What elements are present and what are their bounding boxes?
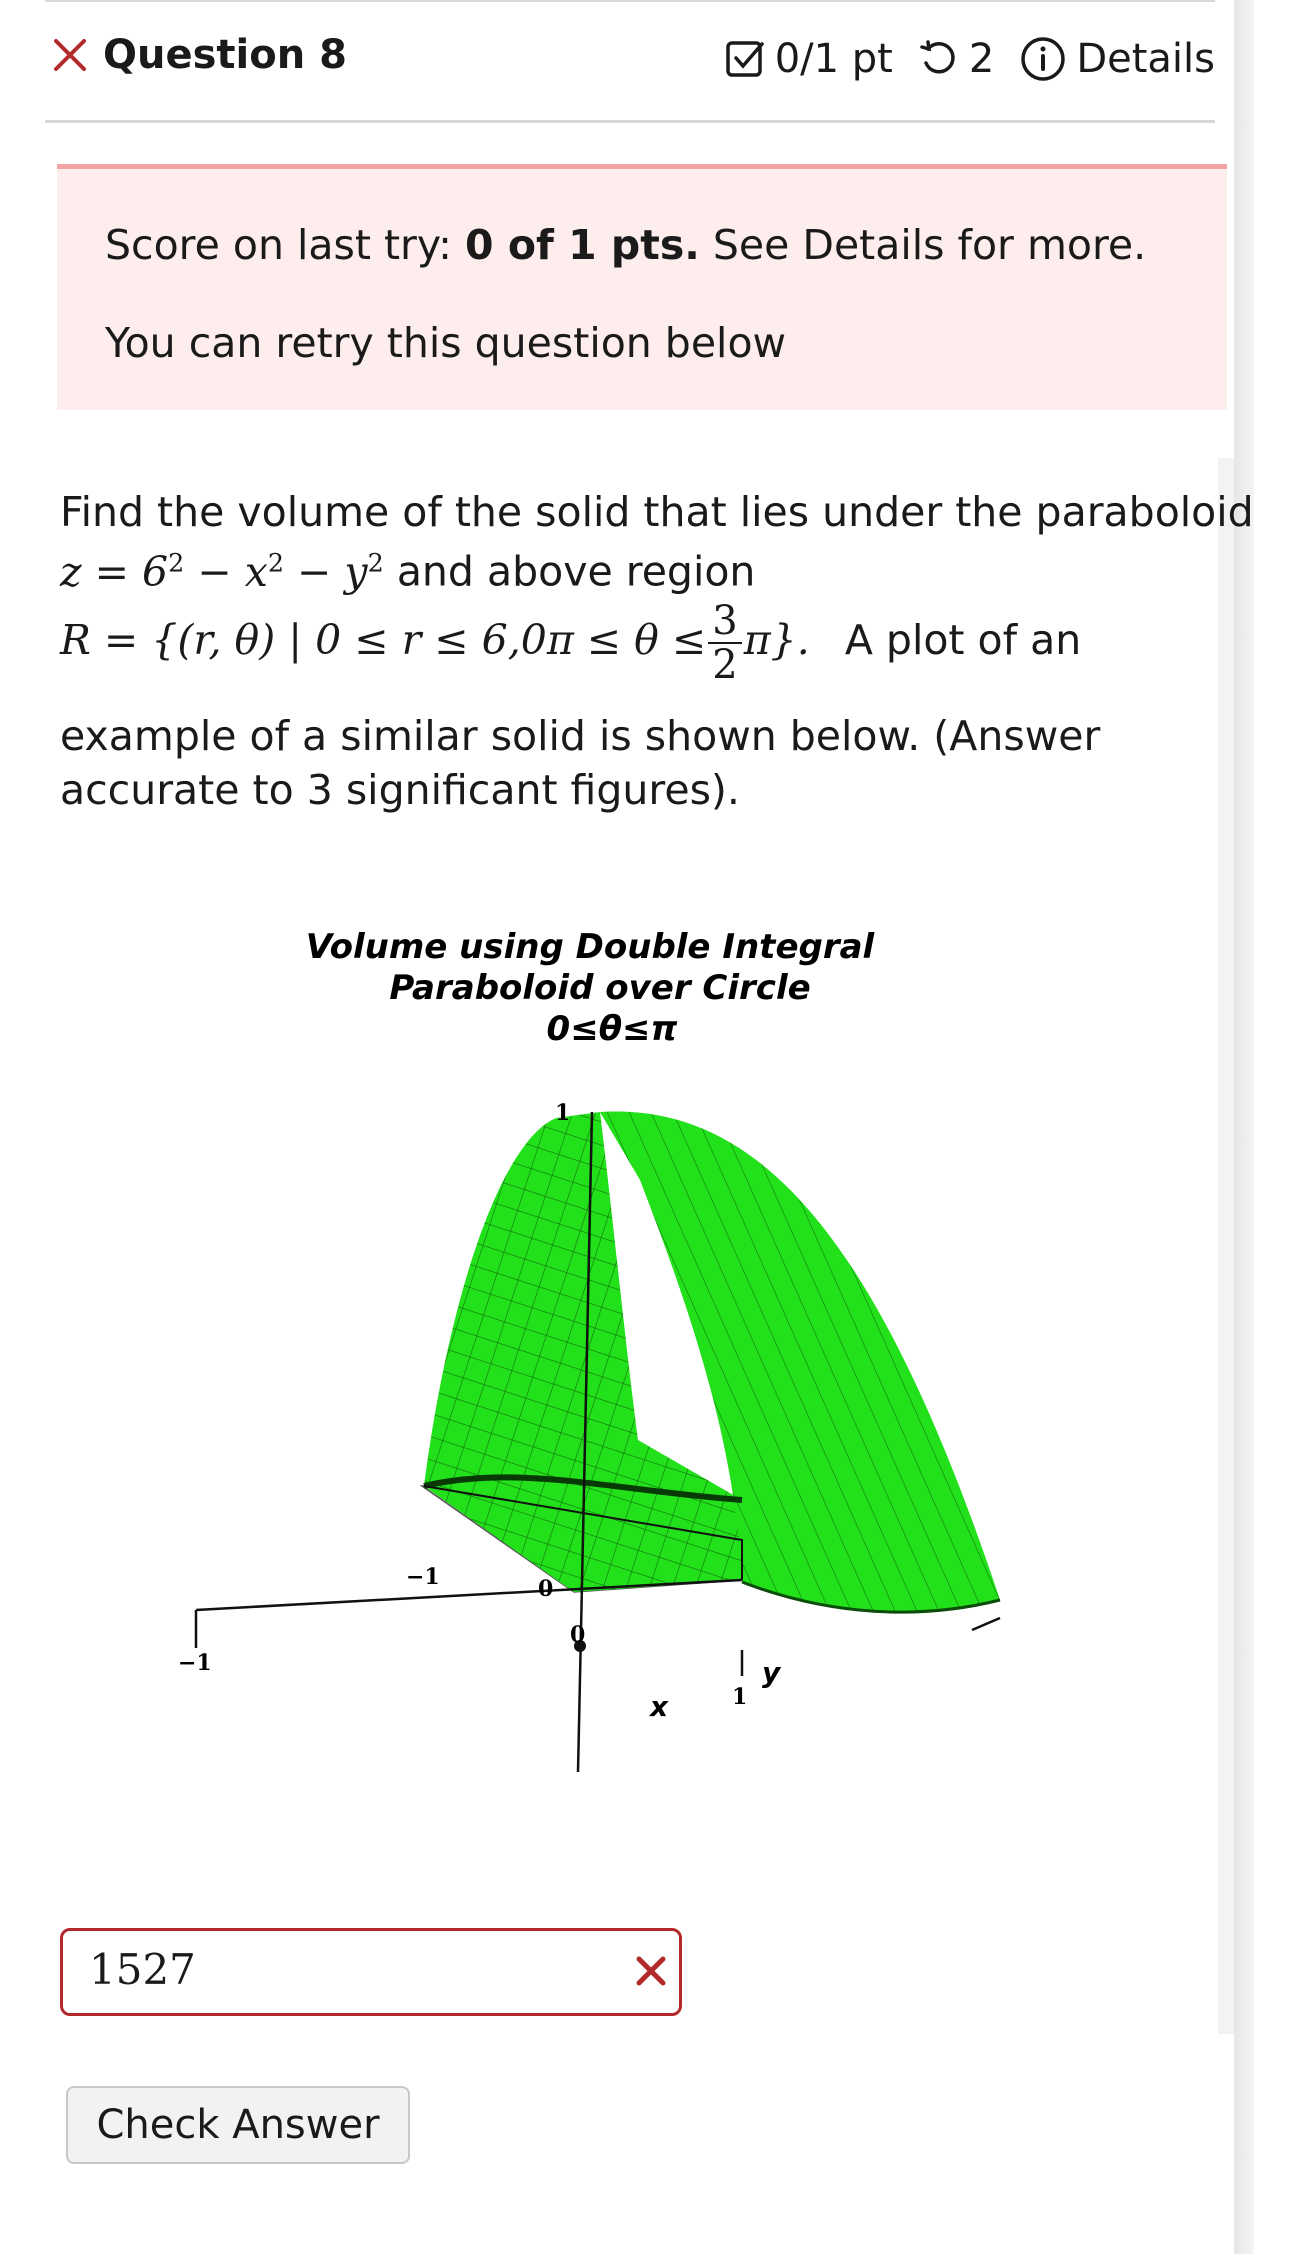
question-equation	[60, 547, 755, 596]
details-button[interactable]	[1020, 36, 1215, 82]
tick-zero-x: 0	[538, 1576, 554, 1602]
retry-icon	[919, 39, 959, 79]
info-icon	[1020, 36, 1066, 82]
region-definition	[60, 600, 1081, 686]
fraction-three-halves: $\frac{3}{2}$	[708, 600, 741, 686]
incorrect-mark-icon	[633, 1953, 669, 1989]
answer-input[interactable]	[60, 1928, 682, 2016]
check-answer-button[interactable]: Check Answer	[66, 2086, 410, 2164]
score-text: 0/1 pt	[774, 36, 893, 82]
tick-one-y: 1	[732, 1684, 748, 1710]
plot-title-2: Paraboloid over Circle	[389, 968, 811, 1008]
plot-title-3: 0≤θ≤π	[546, 1009, 678, 1049]
attempts-indicator	[919, 36, 994, 82]
solid-plot	[0, 880, 1230, 1800]
axis-label-x: x	[650, 1690, 669, 1723]
checkbox-icon	[725, 39, 765, 79]
incorrect-icon	[53, 38, 87, 72]
details-label[interactable]: Details	[1076, 36, 1215, 82]
retry-message: You can retry this question below	[105, 319, 787, 367]
tick-one-z: 1	[555, 1100, 571, 1126]
axis-label-y: y	[762, 1656, 781, 1689]
question-line-1: Find the volume of the solid that lies under the paraboloid	[60, 488, 1254, 536]
region-set: R = {(r, θ) | 0 ≤ r ≤ 6,0π ≤ θ ≤ $\frac{3}{2}$ π}.	[60, 598, 810, 688]
scrollbar-rail[interactable]	[1234, 0, 1254, 2254]
tick-neg1-mid: −1	[406, 1564, 440, 1590]
attempts-count: 2	[968, 36, 995, 82]
question-label: Question 8	[103, 32, 347, 78]
and-above-text: and above region	[396, 547, 756, 596]
tick-neg1-left: −1	[178, 1650, 212, 1676]
answer-value[interactable]: 1527	[89, 1945, 196, 1994]
x-axis	[196, 1580, 742, 1610]
plot-intro-text: A plot of an	[844, 615, 1082, 664]
score-indicator	[725, 36, 893, 82]
score-last-try: Score on last try: 0 of 1 pts. See Details for more.	[105, 221, 1147, 269]
tick-zero-z: 0	[570, 1622, 586, 1648]
question-header	[45, 0, 1215, 123]
paraboloid-equation: $z = 6^2 - x^2 - y^2$	[60, 547, 384, 596]
question-title	[53, 32, 347, 78]
score-feedback-box	[57, 164, 1227, 410]
question-meta	[699, 36, 1215, 82]
question-line-5: accurate to 3 significant figures).	[60, 766, 740, 814]
question-line-4: example of a similar solid is shown below. (Answer	[60, 712, 1101, 760]
plot-title-1: Volume using Double Integral	[305, 927, 875, 967]
